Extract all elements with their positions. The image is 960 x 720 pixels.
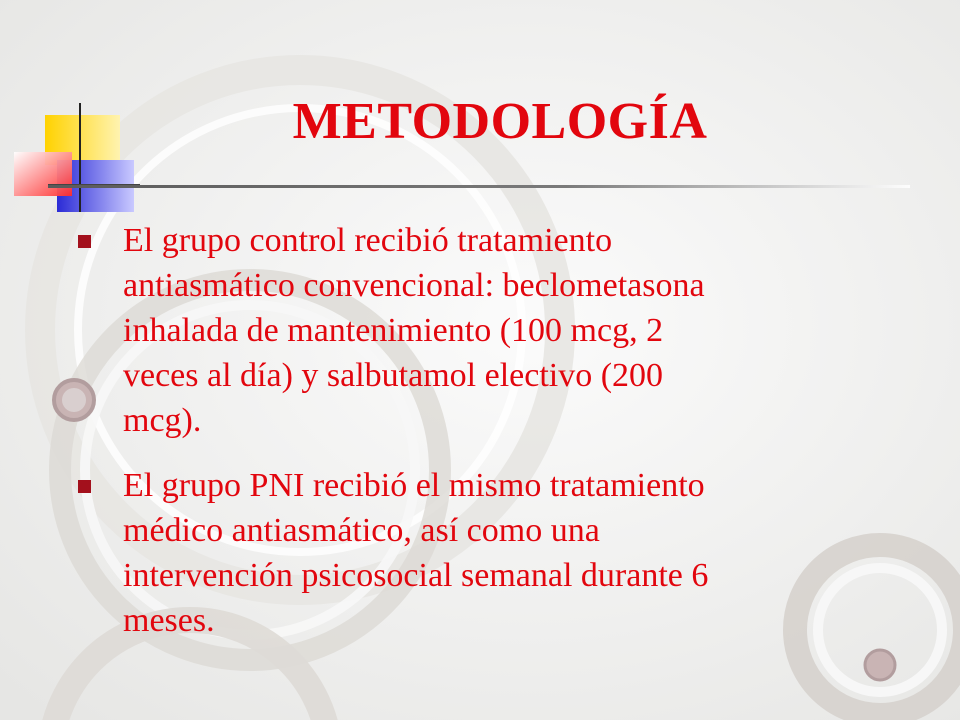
bullet-line: inhalada de mantenimiento (100 mcg, 2 <box>123 312 664 349</box>
bullet-line: meses. <box>123 602 215 639</box>
bullet-line: antiasmático convencional: beclometasona <box>123 267 705 304</box>
bullet-line: veces al día) y salbutamol electivo (200 <box>123 357 664 394</box>
slide-title: METODOLOGÍA <box>292 93 708 150</box>
bullet-line: mcg). <box>123 402 202 439</box>
bullet-line: intervención psicosocial semanal durante 6 <box>123 557 709 594</box>
square-bullet-icon <box>78 235 91 248</box>
bullet-item <box>76 463 896 643</box>
bullet-item <box>76 218 896 443</box>
bullet-list <box>76 218 896 663</box>
bullet-line: El grupo control recibió tratamiento <box>123 222 613 259</box>
bullet-line: médico antiasmático, así como una <box>123 512 600 549</box>
square-bullet-icon <box>78 480 91 493</box>
title-underline-divider <box>48 185 910 188</box>
bullet-line: El grupo PNI recibió el mismo tratamiento <box>123 467 705 504</box>
